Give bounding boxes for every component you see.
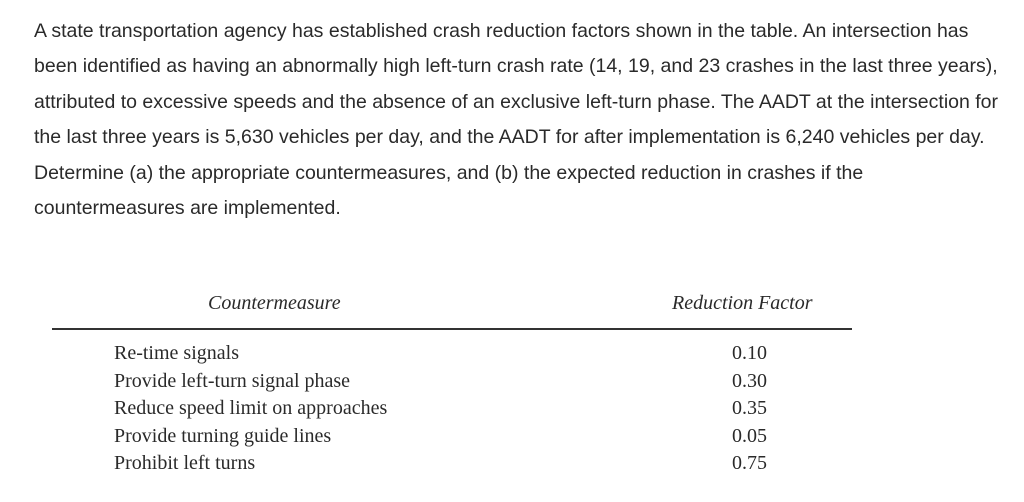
reduction-factor-cell: 0.05 [732,424,767,447]
countermeasure-cell: Provide turning guide lines [114,424,332,447]
table-header [52,290,852,330]
countermeasure-cell: Reduce speed limit on approaches [114,397,388,420]
reduction-factor-cell: 0.75 [732,452,767,475]
problem-statement: A state transportation agency has established crash reduction factors shown in the table. An intersection has been identified as having an abnormally high left-turn crash rate (14, 19, and 23 crashes in the last three years), attributed to excessive speeds and the absence of an exclusive left-turn phase. The AADT at the intersection for the last three years is 5,630 vehicles per day, and the AADT for after implementation is 6,240 vehicles per day. Determine (a) the appropriate countermeasures, and (b) the expected reduction in crashes if the countermeasures are implemented. [34,20,999,220]
header-countermeasure: Countermeasure [208,292,341,314]
table-row [52,395,852,423]
table-row [52,368,852,396]
table-row [52,450,852,478]
countermeasure-table [52,290,852,478]
table-row [52,423,852,451]
reduction-factor-cell: 0.10 [732,342,767,364]
countermeasure-cell: Prohibit left turns [114,452,256,475]
reduction-factor-cell: 0.30 [732,369,767,392]
countermeasure-cell: Re-time signals [114,342,239,364]
header-reduction-factor: Reduction Factor [672,292,813,314]
table-body [52,330,852,478]
countermeasure-cell: Provide left-turn signal phase [114,369,351,392]
reduction-factor-cell: 0.35 [732,397,767,420]
table-row [52,340,852,368]
